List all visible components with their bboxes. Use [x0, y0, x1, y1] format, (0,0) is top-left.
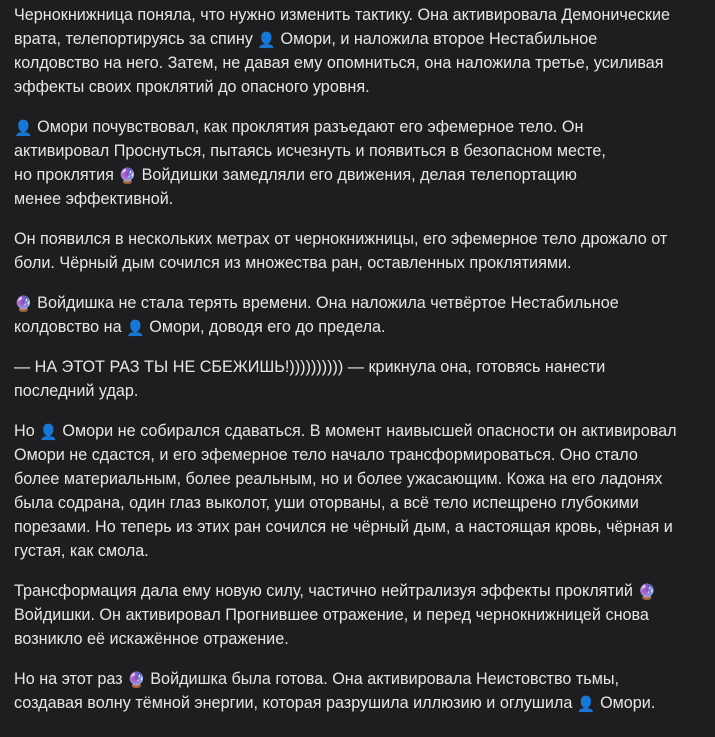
text-segment: менее эффективной. [14, 190, 174, 208]
text-line [14, 75, 701, 99]
text-line [14, 379, 701, 403]
person-silhouette-icon: 👤 [126, 319, 145, 337]
text-segment: Войдишки. Он активировал Прогнившее отражение, и перед чернокнижницей снова [14, 606, 649, 624]
text-segment: густая, как смола. [14, 542, 149, 560]
text-segment: Чернокнижница поняла, что нужно изменить тактику. Она активировала Демонические [14, 6, 671, 24]
text-line [14, 27, 701, 51]
text-line [14, 227, 701, 251]
text-segment: но проклятия [14, 166, 119, 184]
text-line [14, 419, 701, 443]
text-segment: Войдишка не стала терять времени. Она наложила четвёртое Нестабильное [32, 294, 619, 312]
text-line [14, 187, 701, 211]
text-line [14, 691, 701, 715]
text-line [14, 603, 701, 627]
text-line [14, 467, 701, 491]
text-line [14, 251, 701, 275]
crystal-ball-icon: 🔮 [118, 167, 138, 185]
text-segment: эффекты своих проклятий до опасного уровня. [14, 78, 370, 96]
text-line [14, 667, 701, 691]
person-silhouette-icon: 👤 [257, 31, 277, 49]
text-segment: Омори почувствовал, как проклятия разъедают его эфемерное тело. Он [32, 118, 584, 136]
text-segment: Омори, доводя его до предела. [144, 318, 386, 336]
person-silhouette-icon: 👤 [14, 119, 33, 137]
text-line [14, 315, 701, 339]
story-paragraph [14, 667, 701, 715]
story-paragraph [14, 579, 701, 651]
text-segment: создавая волну тёмной энергии, которая разрушила иллюзию и оглушила [14, 694, 577, 712]
text-segment: более материальным, более реальным, но и более ужасающим. Кожа на его ладонях [14, 470, 663, 488]
text-line [14, 139, 701, 163]
text-line [14, 443, 701, 467]
text-segment: Омори не собирался сдаваться. В момент наивысшей опасности он активировал [57, 422, 677, 440]
story-paragraph [14, 355, 701, 403]
text-line [14, 355, 701, 379]
text-line [14, 539, 701, 563]
text-line [14, 163, 701, 187]
text-segment: Омори не сдастся, и его эфемерное тело начало трансформироваться. Оно стало [14, 446, 638, 464]
text-segment: Но на этот раз [14, 670, 128, 688]
story-paragraph [14, 291, 701, 339]
text-segment: колдовство на него. Затем, не давая ему опомниться, она наложила третье, усиливая [14, 54, 664, 72]
text-line [14, 3, 701, 27]
text-line [14, 51, 701, 75]
text-segment: Омори, и наложила второе Нестабильное [276, 30, 598, 48]
crystal-ball-icon: 🔮 [637, 583, 657, 601]
crystal-ball-icon: 🔮 [127, 671, 146, 689]
text-segment: — НА ЭТОТ РАЗ ТЫ НЕ СБЕЖИШЬ!)))))))))) — крикнула она, готовясь нанести [14, 358, 606, 376]
text-line [14, 115, 701, 139]
story-paragraph [14, 419, 701, 563]
text-line [14, 627, 701, 651]
text-line [14, 291, 701, 315]
text-segment: Но [14, 422, 40, 440]
text-segment: была содрана, один глаз выколот, уши оторваны, а всё тело испещрено глубокими [14, 494, 639, 512]
text-segment: последний удар. [14, 382, 139, 400]
person-silhouette-icon: 👤 [576, 695, 596, 713]
person-silhouette-icon: 👤 [39, 423, 58, 441]
text-segment: Трансформация дала ему новую силу, частично нейтрализуя эффекты проклятий [14, 582, 638, 600]
text-segment: возникло её искажённое отражение. [14, 630, 289, 648]
story-paragraph [14, 3, 701, 99]
text-segment: Омори. [595, 694, 656, 712]
text-line [14, 515, 701, 539]
text-segment: колдовство на [14, 318, 127, 336]
text-segment: порезами. Но теперь из этих ран сочился не чёрный дым, а настоящая кровь, чёрная и [14, 518, 673, 536]
text-segment: врата, телепортируясь за спину [14, 30, 258, 48]
text-segment: активировал Проснуться, пытаясь исчезнуть и появиться в безопасном месте, [14, 142, 606, 160]
crystal-ball-icon: 🔮 [14, 295, 33, 313]
text-segment: боли. Чёрный дым сочился из множества ран, оставленных проклятиями. [14, 254, 572, 272]
story-paragraph [14, 227, 701, 275]
text-segment: Войдишка была готова. Она активировала Неистовство тьмы, [145, 670, 619, 688]
story-paragraph [14, 115, 701, 211]
text-segment: Войдишки замедляли его движения, делая телепортацию [137, 166, 577, 184]
text-line [14, 491, 701, 515]
text-segment: Он появился в нескольких метрах от чернокнижницы, его эфемерное тело дрожало от [14, 230, 668, 248]
text-line [14, 579, 701, 603]
